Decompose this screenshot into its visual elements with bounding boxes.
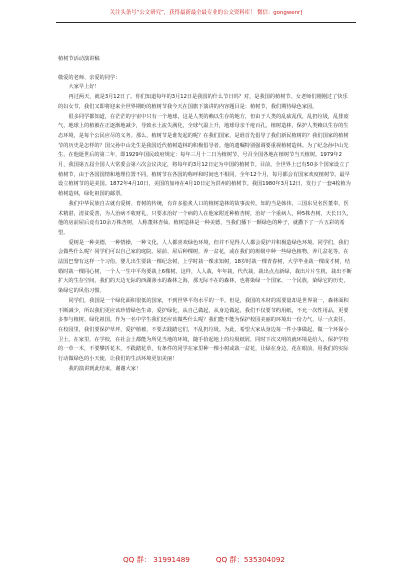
header-banner: 关注头条号“公文研究”，获得最新最全最专业的公文资料库！ 微信：gongwenr] (109, 10, 303, 16)
paragraph-3: 我们中华民族自古就有爱树、育树的传统，有许多脍炙人口的植树造林的故事流传。知的当是韩伟，三国东吴名医董奉，医术精湛，清贫爱善，为人治病不收财礼，只要求治好一个病的人在他家附近种植杏树，治好一个重病人，种5株杏树，天长日久，他的房前屋后竟有10余万株杏树，人称董林杏仙。植树造林是一种美德，当我们播下一颗绿色的种子，就撒下了一片五彩的希望。 (58, 200, 352, 236)
paragraph-5: 同学们，我国是一个绿化面积很低的国家，不到世界平均水平的一半。但是，我国的木材的需要量却是世界第一，森林面积不断减少，所以我们更应该珍惜绿色生命，爱护绿化，从自己做起，从身边做起，我们不仅要节约用纸，不允一次性用品，更要多参与植树、绿化祖国。作为一名中学生我们还应该做些什么呢？我们能不能为保护校园美丽的环境出一份力气，尽一点责任，在校园里，我们要保护草坪，爱护植被，不要去践踏它们，不乱扔垃圾。为此，希望大家从身边每一件小事做起，做一个环保小卫士。在家里，在学校，在社会上都能为所见当地的环境，随手拾起地上的垃圾纸屑，同时下次又明的就环境是给人，保护学校的一草一木，不要攀折花木，不践踏花草，有条件的同学在家里种一棵小树或栽一盆花，让绿在身边，花在眼前，用我们的实际行动做绿色的小天使，让我们的生活环境更加美丽！ (58, 297, 349, 363)
paragraph-4: 爱树是一种美德，一种情操，一种文化，人人都喜欢绿色环境，但并不见得人人都会爱护并积极造绿色环境。同学们，我们会做些什么呢？同学们可以自己家的庭院、屋前、屋后种棵树，养一盆花，或在我们的班级中种一些绿色植物，养几盆花等。在法国巴黎有这样一个习俗，婴儿出生要栽一棵纪念树，上学时栽一棵求知树，18岁时栽一棵青春树，大学毕业栽一棵成才树，结婚时栽一棵同心树，一个人一生中平均要栽上6棵树。这样，人人栽，年年栽，代代栽，栽出点点新绿，栽出片片生机，栽出不断扩大的生存空间，我们的天边无际的西湖渗水的森林之海，那无际不在的森林，也将染绿一个国家，一个民族，染绿它的历史，染绿它的风俗习惯。 (58, 239, 352, 295)
greeting: 大家早上好！ (68, 84, 100, 91)
closing: 我的演讲到此结束，谢谢大家！ (68, 365, 142, 372)
header-divider (56, 22, 356, 23)
document-title: 植树节活动演讲稿 (58, 56, 100, 62)
paragraph-1: 再过两天，就是3月12日了。你们知道每年的3月12日是我国的什么节日吗？对，是我国的植树节。女老师们刚刚过了快乐的妇女节，我们又即将迎来全世界期盼的植树节我今天在国旗下演讲的内容题目是：植树节，我们期待绿色家园。 (58, 94, 348, 110)
footer (0, 555, 408, 564)
footer-qq-group-2: QQ 群：535304092 (215, 555, 285, 564)
footer-qq-group-1: QQ 群： 31991489 (123, 555, 190, 564)
paragraph-2: 很多同学都知道，在茫茫的宇宙中只有一个地球，这是人类的赖以生存的地方，但由于人类的乱砍乱伐，乱扔垃圾，乱排废气，地球上的植被在正逐渐地减少，导致水土流失满化，全球气温上升，地球母亲千疮百孔。植树造林，保护人类赖以生存的生态环境，是每个公民应尽的义务。那么，植树节是谁发起的呢？在我们国家，是谁首先倡导了我们新民植树的？我们国家的植树节的历史是怎样的？国父孙中山先生是我国近代植树造林的积极倡导者。他的遗嘱特别强调要重视植树造林。为了纪念孙中山先生，在他逝世后的第二年，即1929年国民政府规定：每年三月十二日为植树节，号召全国各地在植树节当天植树。1979年2月，我国第五届全国人大常委会第六次会议决定，将每年的3月12日定为中国的植树节。目前，全世界上已有50多个国家设立了植树节，由于各国国情和地理位置不同，植树节在各国的称呼和时间也不相同，全年12个月，每月都会有国家欢度植树节。最早设立植树节的是美国。1872年4月10日，美国的加州在4月10日定为洪州的植树节。我国1980年3月12日，发行了一套4枚植为植树造林，绿化祖国的邮票。 (58, 113, 351, 198)
document-body (58, 55, 352, 375)
salutation: 敬爱的老师、亲爱的同学： (58, 74, 121, 81)
